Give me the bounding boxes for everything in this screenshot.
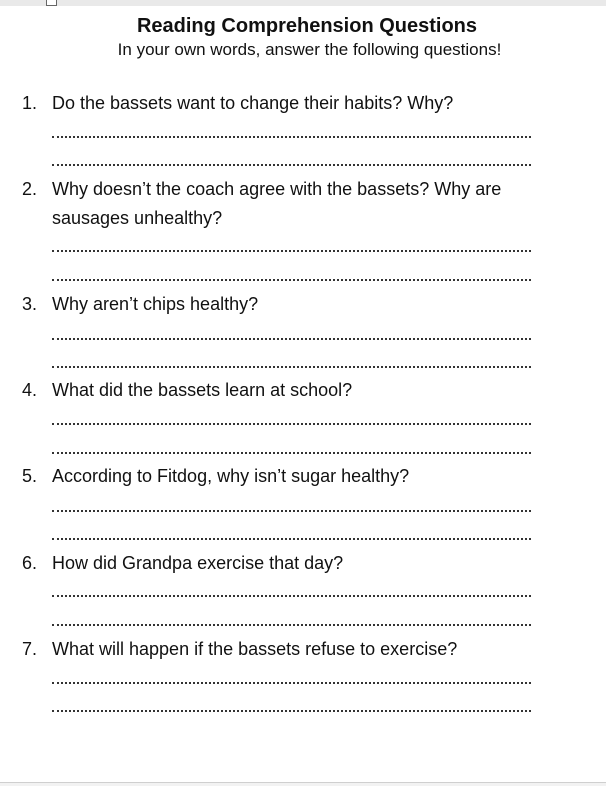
answer-line[interactable]: [52, 510, 531, 512]
answer-line[interactable]: [52, 538, 531, 540]
answer-line[interactable]: [52, 682, 531, 684]
answer-line[interactable]: [52, 710, 531, 712]
top-toolbar-strip: [0, 0, 606, 6]
question-number: 7.: [22, 639, 38, 659]
question-number: 1.: [22, 93, 38, 113]
question-text: Why aren’t chips healthy?: [52, 294, 259, 314]
question-text: According to Fitdog, why isn’t sugar healthy?: [52, 466, 410, 486]
question-text: Do the bassets want to change their habits? Why?: [52, 93, 454, 113]
answer-line[interactable]: [52, 279, 531, 281]
answer-line[interactable]: [52, 423, 531, 425]
question-number: 5.: [22, 466, 38, 486]
answer-line[interactable]: [52, 136, 531, 138]
question-number: 6.: [22, 553, 38, 573]
page-corner-marker: [46, 0, 57, 6]
question-text: Why doesn’t the coach agree with the bassets? Why are sausages unhealthy?: [52, 179, 502, 228]
answer-line[interactable]: [52, 164, 531, 166]
answer-line[interactable]: [52, 338, 531, 340]
question-text: How did Grandpa exercise that day?: [52, 553, 344, 573]
answer-line[interactable]: [52, 366, 531, 368]
question-number: 2.: [22, 179, 38, 199]
answer-line[interactable]: [52, 452, 531, 454]
question-number: 3.: [22, 294, 38, 314]
worksheet-title: Reading Comprehension Questions: [136, 15, 478, 37]
question-text: What did the bassets learn at school?: [52, 380, 353, 400]
question-text: What will happen if the bassets refuse to exercise?: [52, 639, 458, 659]
answer-line[interactable]: [52, 624, 531, 626]
answer-line[interactable]: [52, 250, 531, 252]
answer-line[interactable]: [52, 595, 531, 597]
worksheet-subtitle: In your own words, answer the following questions!: [117, 40, 502, 59]
question-number: 4.: [22, 380, 38, 400]
